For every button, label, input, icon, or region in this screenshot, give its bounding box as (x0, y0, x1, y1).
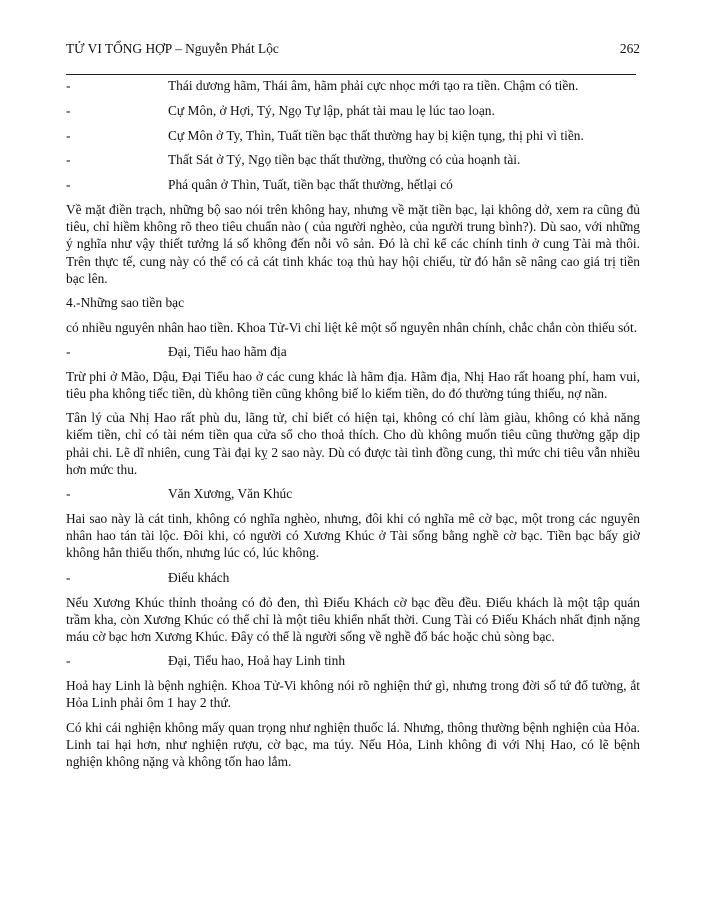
subsection-title (66, 652, 640, 669)
running-title: TỬ VI TỔNG HỢP – Nguyễn Phát Lộc (66, 41, 279, 56)
subsection-title (66, 485, 640, 502)
list-item (66, 102, 640, 119)
bullet-text: Cự Môn ở Ty, Thìn, Tuất tiền bạc thất thường hay bị kiện tụng, thị phi vì tiền. (168, 127, 584, 143)
bullet-dash: - (66, 102, 71, 118)
bullet-text: Thất Sát ở Tý, Ngọ tiền bạc thất thường, thường có của hoạnh tài. (168, 152, 521, 168)
subsection-title-text: Điếu khách (168, 569, 230, 585)
bullet-text: Phá quân ở Thìn, Tuất, tiền bạc thất thường, hếtlại có (168, 177, 453, 193)
list-item (66, 151, 640, 168)
paragraph: Tân lý của Nhị Hao rất phù du, lãng tử, chỉ biết có hiện tại, không có chí làm giàu, không có khả năng kiếm tiền, chỉ có tài ném tiền qua cửa sổ cho thoả thích. Cho dù không muốn tiêu cũng thường gặp dịp phải chi. Lẽ dĩ nhiên, cung Tài đại kỵ 2 sao này. Dù có được tài tình đồng cung, thì mức chi tiêu vẫn nhiều hơn mức thu. (66, 410, 640, 477)
subsection-title-text: Đại, Tiểu hao hãm địa (168, 343, 287, 359)
bullet-dash: - (66, 569, 71, 585)
bullet-text: Cự Môn, ở Hợi, Tý, Ngọ Tự lập, phát tài mau lẹ lúc tao loạn. (168, 102, 495, 118)
section-heading: 4.-Những sao tiền bạc (66, 295, 185, 311)
bullet-dash: - (66, 127, 71, 143)
paragraph: Hai sao này là cát tinh, không có nghĩa nghèo, nhưng, đôi khi có nghĩa mê cờ bạc, một trong các nguyên nhân hao tán tài lộc. Đôi khi, có người có Xương Khúc ở Tài sống bằng nghề cờ bạc. Tiền bạc bấy giờ không hẳn thiếu thốn, nhưng lúc có, lúc không. (66, 511, 640, 561)
list-item (66, 77, 640, 94)
subsection-title-text: Đại, Tiểu hao, Hoả hay Linh tinh (168, 653, 346, 669)
bullet-dash: - (66, 343, 71, 359)
subsection-title (66, 569, 640, 586)
bullet-text: Thái dương hãm, Thái âm, hãm phải cực nhọc mới tạo ra tiền. Chậm có tiền. (168, 78, 579, 93)
bullet-dash: - (66, 152, 71, 168)
paragraph-dien-trach: Về mặt điền trạch, những bộ sao nói trên không hay, nhưng về mặt tiền bạc, lại không dở, xem ra cũng đủ tiêu, chỉ hiềm không rõ theo tiêu chuẩn nào ( của người nghèo, của người trung bình?). Dù sao, với những ý nghĩa như vậy thiết tưởng lá số không đến nỗi vô sản. Đó là chỉ kể các chính tinh ở cung Tài mà thôi. Trên thực tế, cung này có thể có cả cát tinh khác toạ thủ hay hội chiếu, từ đó hẳn sẽ nâng cao giá trị tiền bạc lên. (66, 201, 640, 286)
page-body (66, 77, 640, 778)
bullet-dash: - (66, 78, 71, 93)
list-item (66, 176, 640, 193)
bullet-dash: - (66, 486, 71, 502)
paragraph: Có khi cái nghiện không mấy quan trọng như nghiện thuốc lá. Nhưng, thông thường bệnh nghiện của Hỏa. Linh tai hại hơn, như nghiện rượu, cờ bạc, ma túy. Nếu Hỏa, Linh không đi với Nhị Hao, có lẽ bệnh nghiện không nặng và không tốn hao lắm. (66, 719, 640, 770)
page-number: 262 (619, 41, 640, 56)
paragraph-intro: có nhiều nguyên nhân hao tiền. Khoa Tử-Vi chỉ liệt kê một số nguyên nhân chính, chắc chắn còn thiếu sót. (66, 319, 638, 335)
bullet-dash: - (66, 177, 71, 193)
paragraph: Nếu Xương Khúc thỉnh thoảng có đỏ đen, thì Điếu Khách cờ bạc đều đều. Điếu khách là một tập quán trầm kha, còn Xương Khúc có thể chỉ là một tiêu khiển nhất thời. Cung Tài có Điếu Khách nhất định nặng máu cờ bạc hơn Xương Khúc. Đây có thể là người sống về nghề đổ bác hoặc chủ sòng bạc. (66, 594, 640, 645)
paragraph: Trừ phi ở Mão, Dậu, Đại Tiểu hao ở các cung khác là hãm địa. Hãm địa, Nhị Hao rất hoang phí, ham vui, tiêu pha không tiếc tiền, dù không tiền cũng không biế lo kiếm tiền, do đó thường túng thiếu, nợ nần. (66, 368, 640, 401)
header-rule (66, 74, 636, 75)
subsection-title (66, 343, 640, 360)
subsection-title-text: Văn Xương, Văn Khúc (168, 486, 293, 502)
paragraph: Hoả hay Linh là bệnh nghiện. Khoa Tử-Vi không nói rõ nghiện thứ gì, nhưng trong đời số tứ đổ tường, ắt Hỏa Linh phải ôm 1 hay 2 thứ. (66, 678, 640, 711)
list-item (66, 127, 640, 144)
bullet-dash: - (66, 653, 71, 669)
